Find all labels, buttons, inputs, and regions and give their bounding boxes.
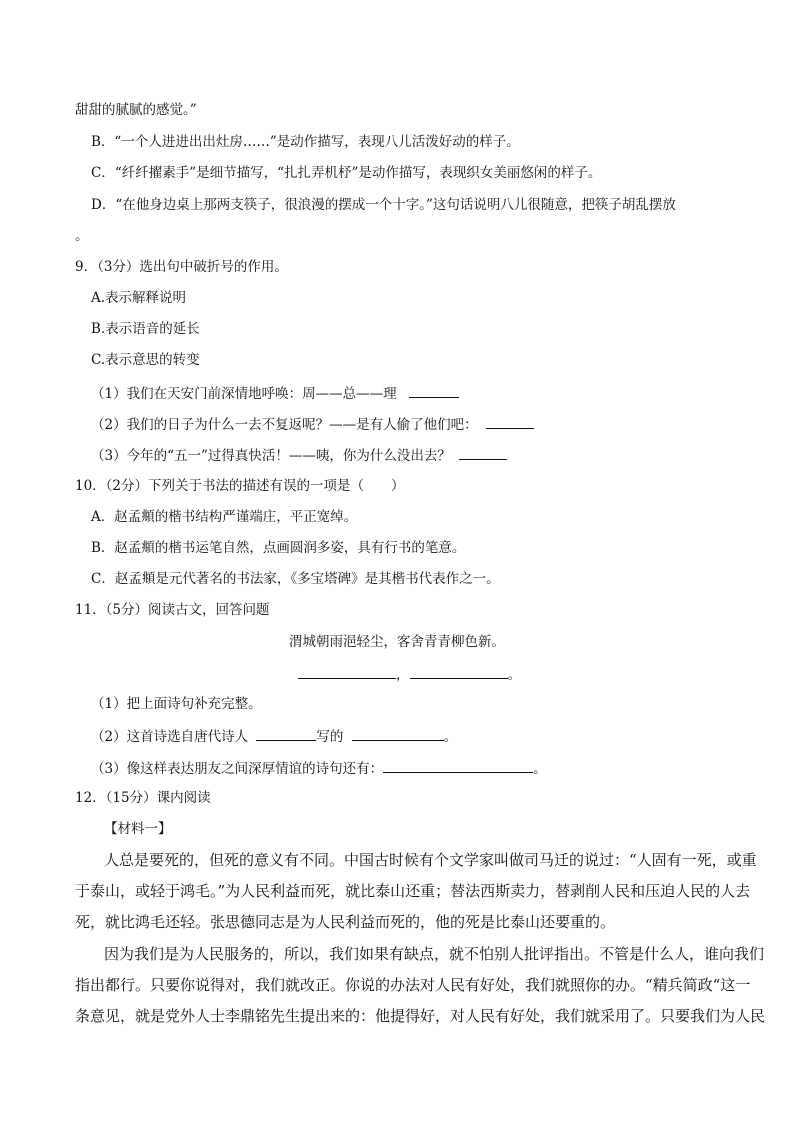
q9-item-2-text: （2）我们的日子为什么一去不复返呢？——是有人偷了他们吧： [91, 417, 478, 433]
q11-sub-2-text-a: （2）这首诗选自唐代诗人 [91, 729, 249, 745]
poem-blank-line [298, 664, 521, 684]
passage-line: 死，就比鸿毛还轻。张思德同志是为人民利益而死的，他的死是比泰山还要重的。 [75, 913, 616, 931]
q10-option-a: A．赵孟頫的楷书结构严谨端庄，平正宽绰。 [91, 509, 358, 525]
q9-item-3 [91, 445, 507, 465]
q12-stem: 12．（15分）课内阅读 [75, 790, 211, 806]
q11-sub-3-text-a: （3）像这样表达朋友之间深厚情谊的诗句还有： [91, 761, 384, 777]
q11-sub-3 [91, 758, 547, 778]
passage-line: 因为我们是为人民服务的，所以，我们如果有缺点，就不怕别人批评指出。不管是什么人，谁向我们 [104, 945, 765, 963]
q9-choice-b: B.表示语音的延长 [91, 321, 200, 337]
q10-option-c: C．赵孟頫是元代著名的书法家，《多宝塔碑》是其楷书代表作之一。 [91, 571, 500, 587]
q8-option-b: B．“一个人进进出出灶房……”是动作描写，表现八儿活泼好动的样子。 [91, 134, 520, 150]
q9-item-3-text: （3）今年的“五一”过得真快活！——咦，你为什么没出去？ [91, 448, 451, 464]
q9-choice-c: C.表示意思的转变 [91, 352, 200, 368]
material-label: 【材料一】 [104, 821, 172, 837]
answer-blank[interactable] [383, 758, 533, 773]
poem-period: 。 [507, 667, 521, 683]
q8-option-a-end: 甜甜的腻腻的感觉。” [75, 102, 197, 118]
q11-sub-2 [91, 726, 457, 746]
q9-item-2 [91, 414, 534, 434]
q9-item-1 [91, 383, 459, 403]
q8-option-d-end: 。 [75, 228, 89, 244]
answer-blank[interactable] [352, 726, 444, 741]
passage-line: 条意见，就是党外人士李鼎铭先生提出来的：他提得好，对人民有好处，我们就采用了。只要我们为人民 [75, 1007, 766, 1025]
q9-stem: 9．（3分）选出句中破折号的作用。 [75, 259, 288, 275]
poem-line: 渭城朝雨浥轻尘，客舍青青柳色新。 [289, 634, 505, 650]
q11-sub-2-text-c: 。 [443, 729, 458, 745]
passage-line: 于泰山，或轻于鸿毛。”为人民利益而死，就比泰山还重；替法西斯卖力，替剥削人民和压迫人民的人去 [75, 882, 751, 900]
answer-blank[interactable] [256, 726, 316, 741]
poem-comma: ， [396, 667, 410, 683]
answer-blank[interactable] [409, 383, 459, 398]
q11-sub-3-text-b: 。 [533, 761, 547, 777]
q11-sub-2-text-b: 写的 [316, 729, 344, 745]
q11-sub-1: （1）把上面诗句补充完整。 [91, 696, 262, 712]
answer-blank[interactable] [486, 414, 534, 429]
answer-blank[interactable] [298, 664, 396, 679]
passage-line: 指出都行。只要你说得对，我们就改正。你说的办法对人民有好处，我们就照你的办。“精兵简政“这一 [75, 976, 751, 994]
q11-stem: 11．（5分）阅读古文，回答问题 [75, 602, 270, 618]
answer-blank[interactable] [410, 664, 508, 679]
answer-blank[interactable] [459, 445, 507, 460]
q9-choice-a: A.表示解释说明 [91, 290, 187, 306]
q10-stem: 10．（2分）下列关于书法的描述有误的一项是（ ） [75, 478, 405, 494]
passage-line: 人总是要死的，但死的意义有不同。中国古时候有个文学家叫做司马迁的说过：“人固有一死，或重 [104, 851, 757, 869]
q10-option-b: B．赵孟頫的楷书运笔自然，点画圆润多姿，具有行书的笔意。 [91, 540, 466, 556]
q9-item-1-text: （1）我们在天安门前深情地呼唤：周——总——理 [91, 386, 397, 402]
q8-option-d: D．“在他身边桌上那两支筷子，很浪漫的摆成一个十字。”这句话说明八儿很随意，把筷子胡乱摆放 [91, 197, 676, 213]
q8-option-c: C．“纤纤擢素手”是细节描写，“扎扎弄机杼”是动作描写，表现织女美丽悠闲的样子。 [91, 165, 602, 181]
